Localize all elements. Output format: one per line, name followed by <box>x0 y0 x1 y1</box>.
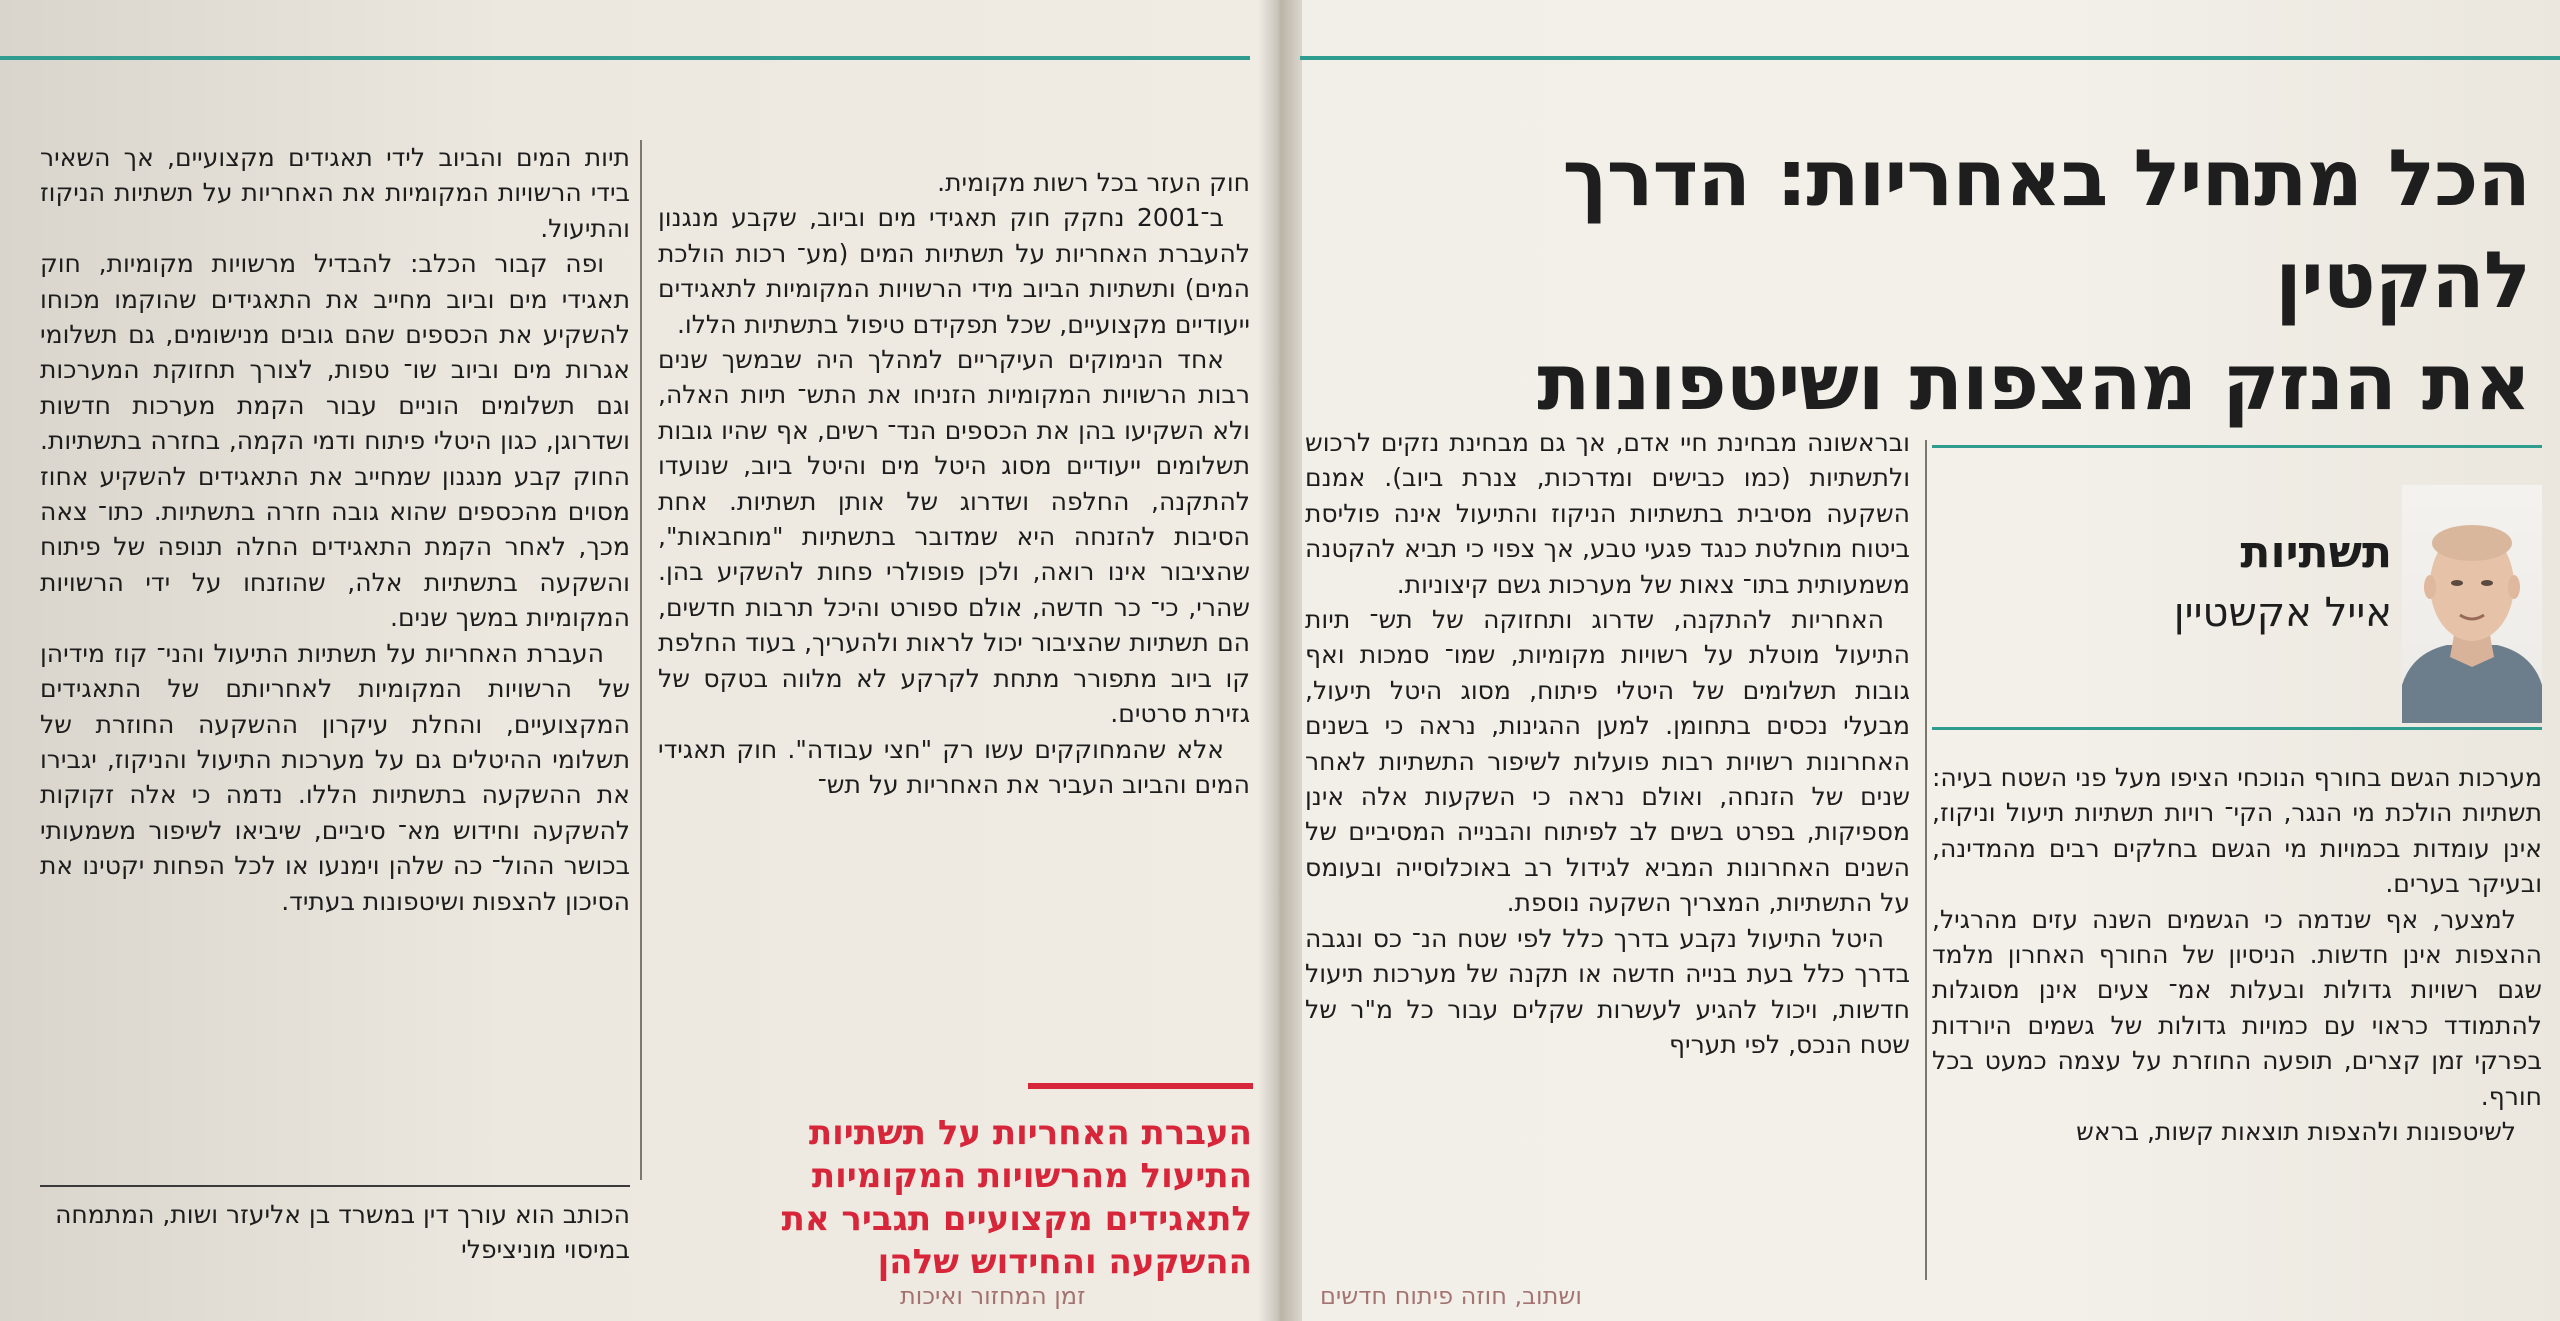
headline-line-2: את הנזק מהצפות ושיטפונות <box>1537 338 2530 428</box>
paragraph: אחד הנימוקים העיקריים למהלך היה שבמשך שנים רבות הרשויות המקומיות הזניחו את התש־ תיות האלה, ולא השקיעו בהן את הכספים הנד־ רשים, אף שהיו גובות תשלומים ייעודיים מסוג היטל מים והיטל ביוב, שנועדו להתקנה, החלפה ושדרוג של אותן תשתיות. אחת הסיבות להזנחה היא שמדובר בתשתיות "מוחבאות", שהציבור אינו רואה, ולכן פופולרי פחות להשקיע בהן. שהרי, כי־ כר חדשה, אולם ספורט והיכל תרבות חדשים, הם תשתיות שהציבור יכול לראות ולהעריך, בעוד החלפת קו ביוב מתפורר מתחת לקרקע לא מלווה בטקס של גזירת סרטים. <box>658 345 1250 729</box>
top-rule-right <box>1300 56 2560 60</box>
author-note-rule <box>40 1185 630 1187</box>
paragraph: למצער, אף שנדמה כי הגשמים השנה עזים מהרגיל, ההצפות אינן חדשות. הניסיון של החורף האחרון מלמד שגם רשויות גדולות ובעלות אמ־ צעים אינן מסוגלות להתמודד כראוי עם כמויות גדולות של גשמים היורדות בפרקי זמן קצרים, תופעה החוזרת על עצמה כמעט בכל חורף. <box>1932 904 2542 1111</box>
paragraph: העברת האחריות על תשתיות התיעול והני־ קוז מידיהן של הרשויות המקומיות לאחריותם של התאגידים המקצועיים, והחלת עיקרון ההשקעה החוזרת של תשלומי ההיטלים גם על מערכות התיעול והניקוז, יגבירו את ההשקעה בתשתיות הללו. נדמה כי אלה זקוקות להשקעה וחידוש מא־ סיביים, שיביאו לשיפור משמעותי בכושר ההול־ כה שלהן וימנעו או לכל הפחות יקטינו את הסיכון להצפות ושיטפונות בעתיד. <box>40 638 630 916</box>
paragraph: ופה קבור הכלב: להבדיל מרשויות מקומיות, חוק תאגידי מים וביוב מחייב את התאגידים שהוקמו מכוחו להשקיע את הכספים שהם גובים מנישומים, גם תשלומי אגרות מים וביוב שו־ טפות, לצורך תחזוקת המערכות וגם תשלומים הוניים עבור הקמת מערכות חדשות ושדרוגן, כגון היטלי פיתוח ודמי הקמה, בחזרה בתשתיות. החוק קבע מנגנון שמחייב את התאגידים להשקיע אחוז מסוים מהכספים שהוא גובה חזרה בתשתיות. כתו־ צאה מכך, לאחר הקמת התאגידים החלה תנופה של פיתוח והשקעה בתשתיות אלה, שהוזנחו על ידי הרשויות המקומיות במשך שנים. <box>40 249 630 633</box>
paragraph: לשיטפונות ולהצפות תוצאות קשות, בראש <box>2076 1117 2516 1147</box>
column-divider <box>1925 440 1927 1280</box>
intro-column <box>1932 760 2542 1149</box>
byline-top-rule <box>1932 445 2542 448</box>
column-divider <box>640 140 642 1180</box>
author-note: הכותב הוא עורך דין במשרד בן אליעזר ושות, המתמחה במיסוי מוניציפלי <box>55 1200 630 1264</box>
paragraph: היטל התיעול נקבע בדרך כלל לפי שטח הנ־ כס ונגבה בדרך כלל בעת בנייה חדשה או תקנה של מערכות תיעול חדשות, ויכול להגיע לעשרות שקלים עבור כל מ"ר של שטח הנכס, לפי תעריף <box>1305 923 1910 1059</box>
paragraph: ובראשונה מבחינת חיי אדם, אך גם מבחינת נזקים לרכוש ולתשתיות (כמו כבישים ומדרכות, צנרת ביוב). אמנם השקעה מסיבית בתשתיות הניקוז והתיעול אינה פוליסת ביטוח מוחלטת כנגד פגעי טבע, אך צפוי כי תביא להקטנה משמעותית בתו־ צאות של מערכות גשם קיצוניות. <box>1305 428 1910 599</box>
paragraph: תיות המים והביוב לידי תאגידים מקצועיים, אך השאיר בידי הרשויות המקומיות את האחריות על תשתיות הניקוז והתיעול. <box>40 143 630 243</box>
pull-quote-rule <box>1028 1083 1253 1089</box>
footer-fragment-right: ושתוב, חוזה פיתוח חדשים <box>1320 1282 1582 1310</box>
author-photo <box>2402 485 2542 723</box>
article-column-2 <box>1305 425 1910 1062</box>
headline-line-1: הכל מתחיל באחריות: הדרך להקטין <box>1562 134 2530 326</box>
paragraph: האחריות להתקנה, שדרוג ותחזוקה של תש־ תיות התיעול מוטלת על רשויות מקומיות, שמו־ סמכות ואף גובות תשלומים של היטלי פיתוח, מסוג היטל תיעול, מבעלי נכסים בתחומן. למען ההגינות, נראה כי בשנים האחרונות רשויות רבות פועלות לשיפור התשתיות לאחר שנים של הזנחה, ואולם נראה כי השקעות אלה אינן מספיקות, בפרט בשים לב לפיתוח והבנייה המסיביים של השנים האחרונות המביא לגידול רב באוכלוסייה ובעומס על התשתיות, המצריך השקעה נוספת. <box>1305 605 1910 918</box>
pull-quote: העברת האחריות על תשתיות התיעול מהרשויות המקומיות לתאגידים מקצועיים תגביר את ההשקעה והחידוש שלהן <box>781 1113 1252 1282</box>
paragraph: ב־2001 נחקק חוק תאגידי מים וביוב, שקבע מנגנון להעברת האחריות על תשתיות המים (מע־ רכות הולכת המים) ותשתיות הביוב מידי הרשויות המקומיות לתאגידים ייעודיים מקצועיים, שכל תפקידם טיפול בתשתיות הללו. <box>658 203 1250 339</box>
article-column-4 <box>40 140 630 919</box>
author-name: אייל אקשטיין <box>2173 590 2392 636</box>
paragraph: מערכות הגשם בחורף הנוכחי הציפו מעל פני השטח בעיה: תשתיות הולכת מי הנגר, הקי־ רויות תשתיות תיעול וניקוז, אינן עומדות בכמויות מי הגשם בחלקים רבים מהמדינה, ובעיקר בערים. <box>1932 763 2542 899</box>
author-portrait-image <box>2402 485 2542 723</box>
article-headline <box>1340 128 2530 434</box>
page-gutter <box>1258 0 1302 1321</box>
article-column-3 <box>658 165 1250 802</box>
paragraph: חוק העזר בכל רשות מקומית. <box>937 168 1250 197</box>
byline-bottom-rule <box>1932 727 2542 730</box>
top-rule-left <box>0 56 1250 60</box>
byline-box <box>1932 445 2542 730</box>
paragraph: אלא שהמחוקקים עשו רק "חצי עבודה". חוק תאגידי המים והביוב העביר את האחריות על תש־ <box>658 734 1250 799</box>
rubric-label: תשתיות <box>2240 527 2392 578</box>
footer-fragment-left: זמן המחזור ואיכות <box>900 1282 1086 1310</box>
